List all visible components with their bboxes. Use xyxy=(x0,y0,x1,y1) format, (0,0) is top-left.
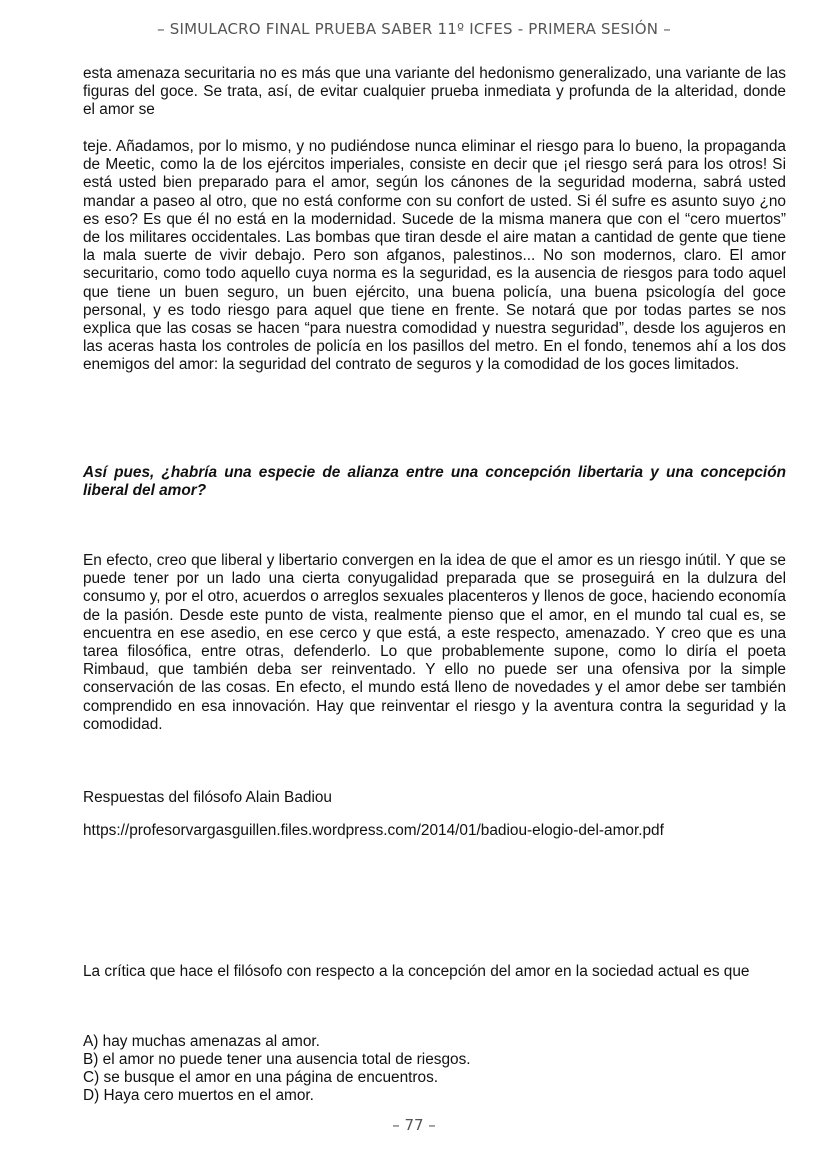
paragraph-3: En efecto, creo que liberal y libertario convergen en la idea de que el amor es un riesgo inútil. Y que se puede tener por un lado una cierta conyugalidad preparada que se proseguirá en la dulzura del consumo y, por el otro, acuerdos o arreglos sexuales placenteros y llenos de goce, haciendo economía de la pasión. Desde este punto de vista, realmente pienso que el amor, en el mundo tal cual es, se encuentra en ese asedio, en ese cerco y que está, a este respecto, amenazado. Y creo que es una tarea filosófica, entre otras, defenderlo. Lo que probablemente supone, como lo diría el poeta Rimbaud, que también deba ser reinventado. Y ello no puede ser una ofensiva por la simple conservación de las cosas. En efecto, el mundo está lleno de novedades y el amor debe ser también comprendido en esa innovación. Hay que reinventar el riesgo y la aventura contra la seguridad y la comodidad. xyxy=(83,552,786,733)
option-b[interactable]: B) el amor no puede tener una ausencia total de riesgos. xyxy=(83,1051,471,1068)
interview-question: Así pues, ¿habría una especie de alianza entre una concepción libertaria y una concepción liberal del amor? xyxy=(83,464,786,500)
page-header: – SIMULACRO FINAL PRUEBA SABER 11º ICFES - PRIMERA SESIÓN – xyxy=(157,20,671,38)
option-c[interactable]: C) se busque el amor en una página de encuentros. xyxy=(83,1069,439,1086)
paragraph-1: esta amenaza securitaria no es más que una variante del hedonismo generalizado, una variante de las figuras del goce. Se trata, así, de evitar cualquier prueba inmediata y profunda de la alteridad, donde el amor se xyxy=(83,65,786,119)
source-url[interactable]: https://profesorvargasguillen.files.wordpress.com/2014/01/badiou-elogio-del-amor.pdf xyxy=(83,822,664,839)
answer-options xyxy=(83,1033,786,1105)
paragraph-2: teje. Añadamos, por lo mismo, y no pudiéndose nunca eliminar el riesgo para lo bueno, la propaganda de Meetic, como la de los ejércitos imperiales, consiste en decir que ¡el riesgo será para los otros! Si está usted bien preparado para el amor, según los cánones de la seguridad moderna, sabrá usted mandar a paseo al otro, que no está conforme con su confort de usted. Si él sufre es asunto suyo ¿no es eso? Es que él no está en la modernidad. Sucede de la misma manera que con el “cero muertos” de los militares occidentales. Las bombas que tiran desde el aire matan a cantidad de gente que tiene la mala suerte de vivir debajo. Pero son afganos, palestinos... No son modernos, claro. El amor securitario, como todo aquello cuya norma es la seguridad, es la ausencia de riesgos para todo aquel que tiene un buen seguro, un buen ejército, una buena policía, una buena psicología del goce personal, y es todo riesgo para aquel que tiene en frente. Se notará que por todas partes se nos explica que las cosas se hacen “para nuestra comodidad y nuestra seguridad”, desde los agujeros en las aceras hasta los controles de policía en los pasillos del metro. En el fondo, tenemos ahí a los dos enemigos del amor: la seguridad del contrato de seguros y la comodidad de los goces limitados. xyxy=(83,138,786,374)
source-attribution: Respuestas del filósofo Alain Badiou xyxy=(83,789,332,806)
page-number: – 77 – xyxy=(392,1116,436,1134)
option-a[interactable]: A) hay muchas amenazas al amor. xyxy=(83,1033,320,1050)
question-stem: La crítica que hace el filósofo con respecto a la concepción del amor en la sociedad actual es que xyxy=(83,963,750,980)
option-d[interactable]: D) Haya cero muertos en el amor. xyxy=(83,1087,314,1104)
